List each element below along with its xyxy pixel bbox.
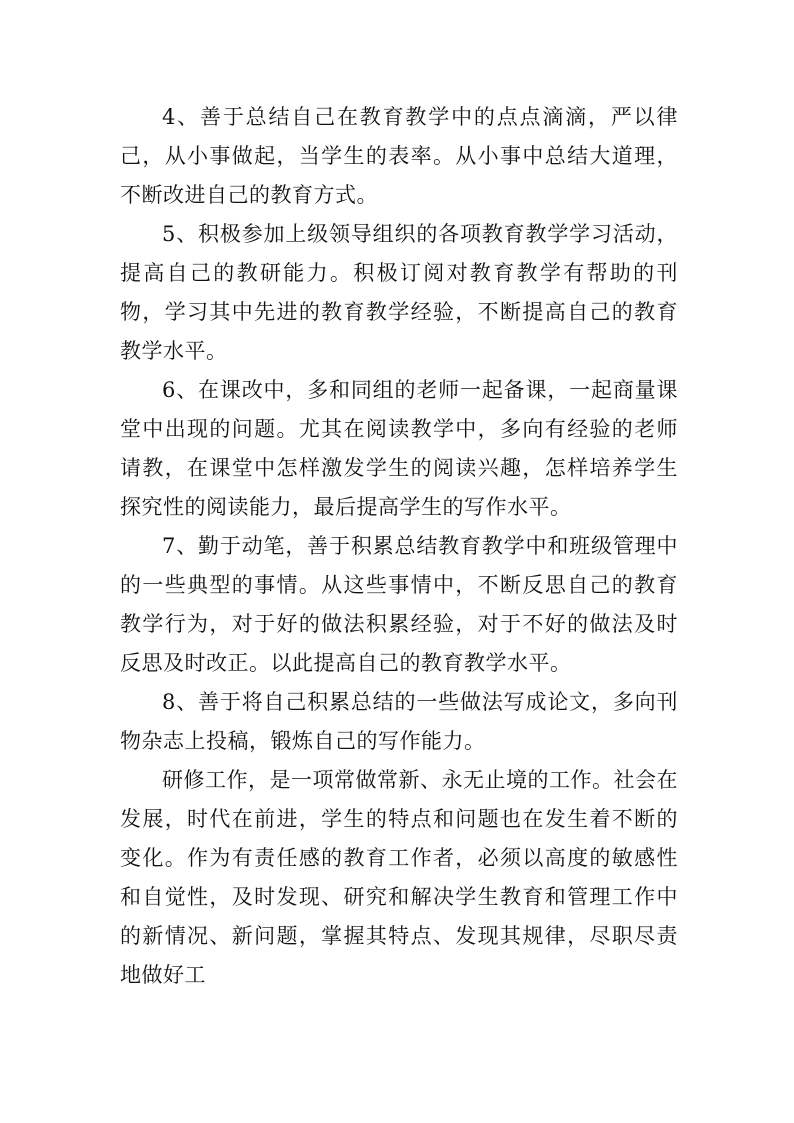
paragraph-summary: 研修工作，是一项常做常新、永无止境的工作。社会在发展，时代在前进，学生的特点和问题也在发生着不断的变化。作为有责任感的教育工作者，必须以高度的敏感性和自觉性，及时发现、研究和解决学生教育和管理工作中的新情况、新问题，掌握其特点、发现其规律，尽职尽责地做好工 bbox=[120, 768, 678, 987]
document-body bbox=[120, 98, 678, 995]
paragraph-item-6: 6、在课改中，多和同组的老师一起备课，一起商量课堂中出现的问题。尤其在阅读教学中，多向有经验的老师请教，在课堂中怎样激发学生的阅读兴趣，怎样培养学生探究性的阅读能力，最后提高学生的写作水平。 bbox=[120, 378, 678, 519]
paragraph-item-4: 4、善于总结自己在教育教学中的点点滴滴，严以律己，从小事做起，当学生的表率。从小事中总结大道理，不断改进自己的教育方式。 bbox=[120, 105, 678, 207]
paragraph-item-7: 7、勤于动笔，善于积累总结教育教学中和班级管理中的一些典型的事情。从这些事情中，不断反思自己的教育教学行为，对于好的做法积累经验，对于不好的做法及时反思及时改正。以此提高自己的教育教学水平。 bbox=[120, 534, 678, 675]
paragraph-item-8: 8、善于将自己积累总结的一些做法写成论文，多向刊物杂志上投稿，锻炼自己的写作能力。 bbox=[120, 690, 678, 753]
paragraph-item-5: 5、积极参加上级领导组织的各项教育教学学习活动，提高自己的教研能力。积极订阅对教育教学有帮助的刊物，学习其中先进的教育教学经验，不断提高自己的教育教学水平。 bbox=[120, 222, 678, 363]
